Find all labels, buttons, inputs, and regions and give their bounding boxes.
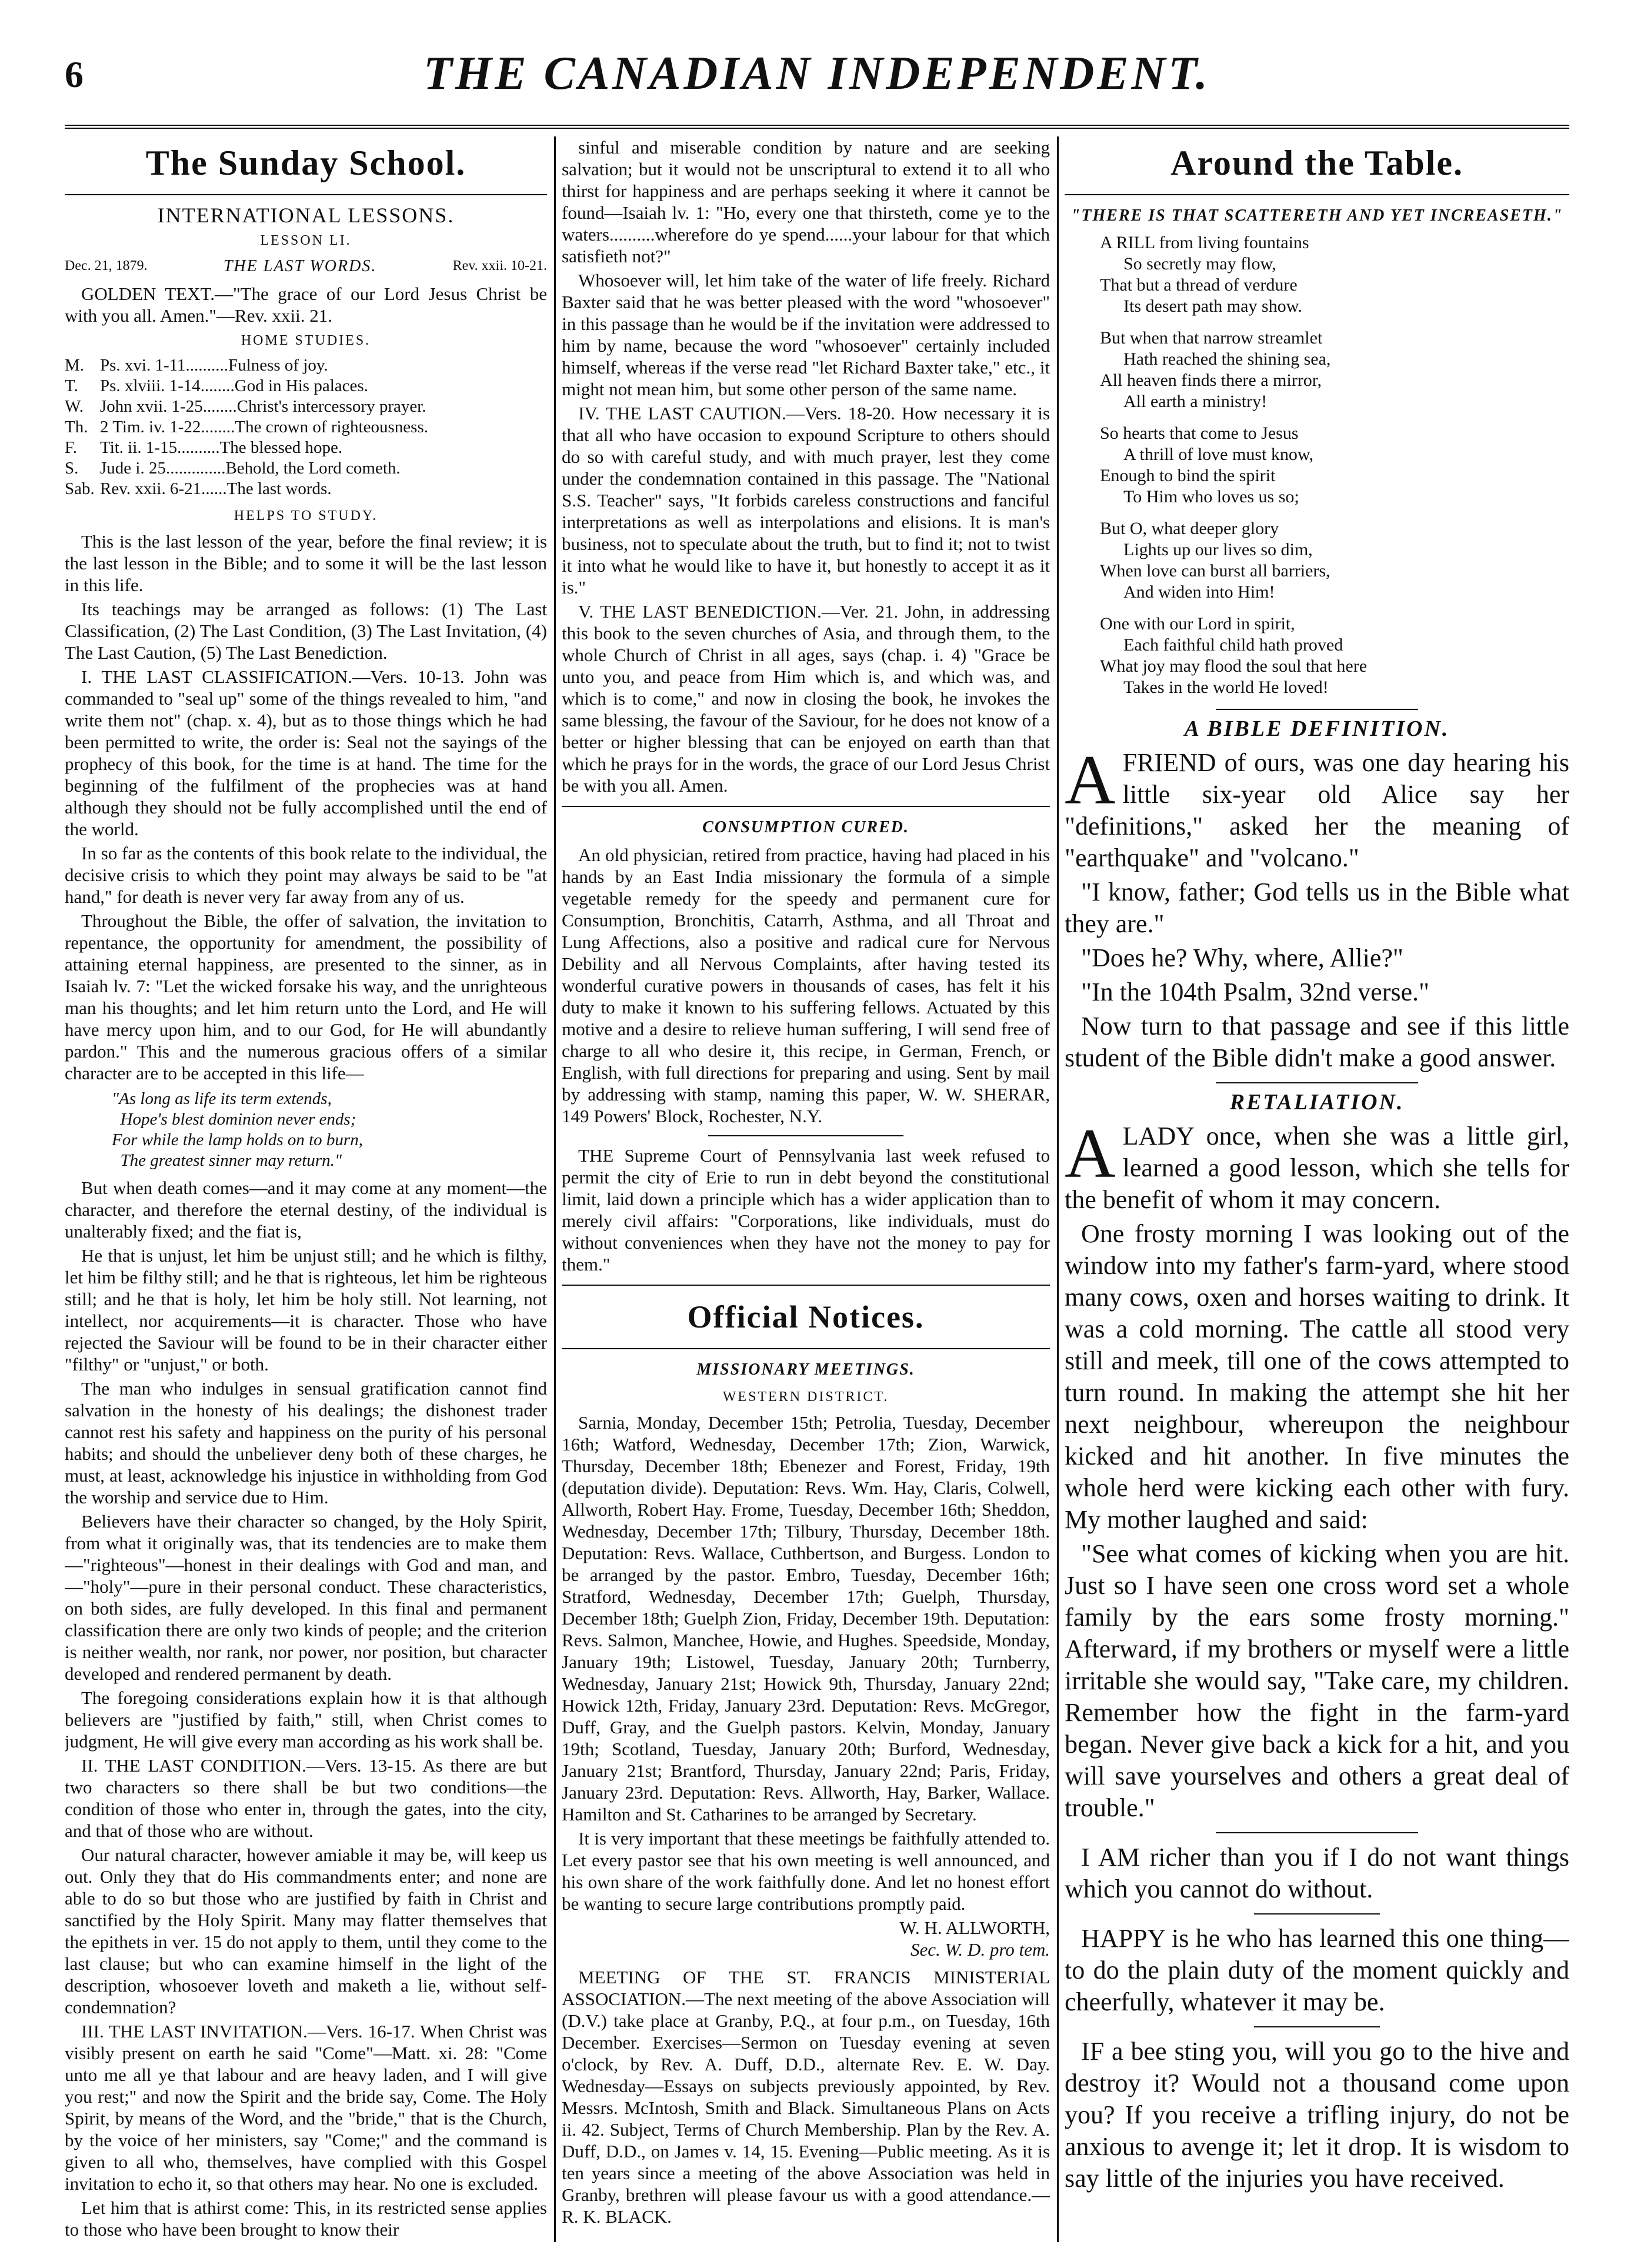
rule [1216,1082,1418,1083]
verse-line: Each faithful child hath proved [1123,635,1343,655]
header-rule [65,125,1569,129]
reading-day: W. [65,397,84,416]
verse-line: So hearts that come to Jesus [1100,423,1299,443]
paragraph: "I know, father; God tells us in the Bible what they are." [1065,878,1569,938]
stanza [1100,423,1569,508]
verse-line: But O, what deeper glory [1100,519,1279,538]
verse-line: All earth a ministry! [1123,392,1268,411]
reading-row [65,355,547,376]
rule [562,1285,1050,1286]
official-notices-banner: Official Notices. [687,1299,925,1335]
closing-paragraphs [1065,1842,1569,2194]
lesson-text [65,531,547,1084]
rule [1065,194,1569,195]
section-banner: Around the Table. [1170,144,1464,182]
paragraph: The man who indulges in sensual gratification cannot find salvation in the honesty of his dealings; the dishonest trader cannot rest his safety and happiness on the purity of his personal habits; and should the unbeliever deny both of these charges, he must, at least, acknowledge his injustice in withholding from God the worship and service due to Him. [65,1378,547,1507]
paragraph: Throughout the Bible, the offer of salvation, the invitation to repentance, the opportunity for amendment, the possibility of attaining eternal happiness, are presented to the sinner, as in Isaiah lv. 7: "Let the wicked forsake his way, and the unrighteous man his thoughts; and let him return unto the Lord, and He will have mercy upon him, and to our God, for He will abundantly pardon." This and the numerous gracious offers of a similar character are to be accepted in this life— [65,910,547,1083]
retaliation-title: RETALIATION. [1229,1090,1405,1115]
verse-line: To Him who loves us so; [1123,487,1299,506]
consumption-advert: An old physician, retired from practice, having had placed in his hands by an East India missionary the formula of a simple vegetable remedy for the speedy and permanent cure for Consumption, Bronchitis, Catarrh, Asthma, and all Throat and Lung Affections, also a positive and radical cure for Nervous Debility and all Nervous Complaints, after having tested its wonderful curative powers in thousands of cases, has felt it his duty to make it known to his suffering fellows. Actuated by this motive and a desire to relieve human suffering, I will send free of charge to all who desire it, this recipe, in German, French, or English, with full directions for preparing and using. Sent by mail by addressing with stamp, naming this paper, W. W. SHERAR, 149 Powers' Block, Rochester, N.Y. [562,845,1050,1126]
lesson-text-continued [562,136,1050,796]
paragraph: "See what comes of kicking when you are hit. Just so I have seen one cross word set a whole family by the ears some frosty morning." Afterward, if my brothers or myself were a little irritable she would say, "Take care, my children. Remember how the fight in the farm-yard began. Never give back a kick for a hit, and you will save yourselves and others a great deal of trouble." [1065,1539,1569,1822]
stanza [1100,328,1569,412]
paragraph: III. THE LAST INVITATION.—Vers. 16-17. When Christ was visibly present on earth he said "Come"—Matt. xi. 28: "Come unto me all ye that labour and are heavy laden, and I will give you rest;" and now the Spirit and the bride say, Come. The Holy Spirit, by means of the Word, and the "bride," that is the Church, by the voice of her ministers, say "Come;" and the command is given to all who, themselves, have complied with this Gospel invitation to echo it, so that others may hear. No one is excluded. [65,2021,547,2194]
reading-day: M. [65,356,85,375]
paragraph: sinful and miserable condition by nature and are seeking salvation; but it would not be unscriptural to extend it to all who thirst for happiness and are perhaps seeking it where it cannot be found—Isaiah lv. 1: "Ho, every one that thirsteth, come ye to the waters..........wherefore do ye spend......your labour for that which satisfieth not?" [562,137,1050,266]
reading-text: Jude i. 25..............Behold, the Lord cometh. [100,459,401,478]
st-francis-notice: MEETING OF THE ST. FRANCIS MINISTERIAL ASSOCIATION.—The next meeting of the above Association will (D.V.) take place at Granby, P.Q., at four p.m., on Tuesday, 16th December. Exercises—Sermon on Tuesday evening at seven o'clock, by Rev. A. Duff, D.D., alternate Rev. E. W. Day. Wednesday—Essays on subjects previously appointed, by Rev. Messrs. McIntosh, Smith and Black. Simultaneous Plans on Acts ii. 42. Subject, Terms of Church Membership. Plan by the Rev. A. Duff, D.D., on James v. 14, 15. Evening—Public meeting. As it is ten years since a meeting of the above Association was held in Granby, brethren will please favour us with a good attendance.—R. K. BLACK. [562,1967,1050,2227]
paragraph: Our natural character, however amiable it may be, will keep us out. Only they that do His commandments enter; and none are able to do so but those who are justified by faith in Christ and sanctified by the Holy Spirit. Many may flatter themselves that the epithets in ver. 15 do not apply to them, until they come to the last clause; but who can examine himself in the light of the description, whosoever loveth and maketh a lie, without self-condemnation? [65,1845,547,2017]
reading-row [65,417,547,438]
reading-day: Sab. [65,479,95,498]
signature-title: Sec. W. D. pro tem. [910,1939,1050,1960]
verse-line: A thrill of love must know, [1123,445,1314,464]
reading-row [65,396,547,417]
reading-text: Rev. xxii. 6-21......The last words. [100,479,332,498]
paragraph: One frosty morning I was looking out of the window into my father's farm-yard, where stood many cows, oxen and horses waiting to drink. It was a cold morning. The cattle all stood very still and meek, till one of the cows attempted to turn round. In making the attempt she hit her next neighbour, whereupon the neighbour kicked and hit another. In five minutes the whole herd were kicking each other with fury. My mother laughed and said: [1065,1219,1569,1534]
reading-text: John xvii. 1-25........Christ's intercessory prayer. [100,397,426,416]
stanza [1100,518,1569,603]
lesson-title: THE LAST WORDS. [223,257,377,275]
signature: W. H. ALLWORTH, [899,1917,1050,1938]
reading-row [65,438,547,458]
reading-row [65,376,547,396]
rule [708,1135,903,1136]
paragraph: But when death comes—and it may come at any moment—the character, and therefore the eternal destiny, of the individual is unalterably fixed; and the fiat is, [65,1178,547,1242]
paragraph: Let him that is athirst come: This, in its restricted sense applies to those who have been brought to know their [65,2197,547,2240]
reading-text: Ps. xvi. 1-11..........Fulness of joy. [100,356,328,375]
rule [562,806,1050,807]
reading-text: Tit. ii. 1-15..........The blessed hope. [100,438,343,457]
rule [65,194,547,195]
paragraph: "In the 104th Psalm, 32nd verse." [1081,978,1429,1006]
stanza [1100,613,1569,698]
verse-line: When love can burst all barriers, [1100,561,1330,581]
stanza [1100,232,1569,317]
poem [1065,232,1569,698]
poem-title: "THERE IS THAT SCATTERETH AND YET INCREASETH." [1071,206,1563,225]
bible-definition-text [1065,741,1569,1074]
paragraph: The foregoing considerations explain how it is that although believers are "justified by faith," still, when Christ comes to judgment, He will give every man according as his work shall be. [65,1687,547,1752]
rule [562,1348,1050,1349]
reading-row [65,479,547,499]
rule [1216,709,1418,710]
lesson-header [65,255,547,277]
reading-day: T. [65,376,78,395]
verse-line: Enough to bind the spirit [1100,466,1276,485]
verse-line: Takes in the world He loved! [1123,678,1329,697]
paragraph: I AM richer than you if I do not want things which you cannot do without. [1065,1843,1569,1903]
bible-definition-title: A BIBLE DEFINITION. [1184,716,1450,741]
page-number: 6 [65,54,84,95]
paragraph: Believers have their character so changed, by the Holy Spirit, from what it originally was, that its tendencies are to make them—"righteous"—honest in their dealings with God and man, and—"holy"—pure in their personal conduct. These characteristics, on both sides, are fully developed. In this final and permanent classification there are only two kinds of people; and the criterion is neither wealth, nor rank, nor power, nor position, but character developed and rendered permanent by death. [65,1511,547,1684]
lesson-number: LESSON LI. [260,233,352,248]
verse-line: But when that narrow streamlet [1100,328,1323,348]
paragraph: AFRIEND of ours, was one day hearing his little six-year old Alice say her "definitions," asked her the meaning of "earthquake" and "volcano." [1065,741,1569,872]
masthead: THE CANADIAN INDEPENDENT. [423,48,1211,99]
paragraph: I. THE LAST CLASSIFICATION.—Vers. 10-13. John was commanded to "seal up" some of the things revealed to him, "and write them not" (chap. x. 4), but as to those things which he had been permitted to write, the order is: Seal not the sayings of the prophecy of this book, for the time is at hand. The time for the beginning of the fulfilment of the prophecies was at hand although they should not be fully accomplished until the end of the world. [65,666,547,839]
western-district: WESTERN DISTRICT. [722,1389,889,1405]
reading-day: Th. [65,418,88,436]
poem-line: The greatest sinner may return." [112,1151,342,1170]
reading-text: 2 Tim. iv. 1-22........The crown of righteousness. [100,418,428,436]
poem-line: "As long as life its term extends, [112,1089,332,1108]
verse-line: What joy may flood the soul that here [1100,656,1368,676]
column-middle [562,136,1050,2242]
column-divider [1057,136,1059,2242]
helps-heading: HELPS TO STUDY. [234,508,378,523]
rule [1216,1832,1418,1833]
missionary-schedule: Sarnia, Monday, December 15th; Petrolia, Tuesday, December 16th; Watford, Wednesday, December 17th; Zion, Warwick, Thursday, December 18th; Ebenezer and Forest, Friday, 19th (deputation divide). Deputation: Revs. Wm. Hay, Claris, Colwell, Allworth, Robert Hay. Frome, Tuesday, December 16th; Sheddon, Wednesday, December 17th; Tilbury, Thursday, December 18th. Deputation: Revs. Wallace, Cuthbertson, and Burgess. London to be arranged by the pastor. Embro, Tuesday, December 16th; Stratford, Wednesday, December 17th; Guelph, Thursday, December 18th; Guelph Zion, Friday, December 19th. Deputation: Revs. Salmon, Manchee, Howie, and Hughes. Speedside, Monday, January 19th; Listowel, Tuesday, January 20th; Turnberry, Wednesday, January 21st; Howick 9th, Thursday, January 22nd; Howick 12th, Friday, January 23rd. Deputation: Revs. McGregor, Duff, Gray, and the Guelph pastors. Kelvin, Monday, January 19th; Scotland, Tuesday, January 20th; Burford, Wednesday, January 21st; Brantford, Thursday, January 22nd; Paris, Friday, January 23rd. Deputation: Revs. Allworth, Hay, Barker, Wallace. Hamilton and St. Catharines to be arranged by Secretary. [562,1412,1050,1825]
lesson-date: Dec. 21, 1879. [65,258,148,274]
paragraph: IV. THE LAST CAUTION.—Vers. 18-20. How necessary it is that all who have occasion to expound Scripture to others should do so with careful study, and with much prayer, lest they come under the condemnation contained in this passage. The "National S.S. Teacher" says, "It forbids careless constructions and fanciful interpretations as well as interpolations and elisions. It is man's business, not to speculate about the truth, but to find it; not to twist it into what he would like to have it, but honestly to accept it as it is." [562,403,1050,598]
rule [1254,1913,1380,1915]
reading-day: F. [65,438,78,457]
verse-line: Hath reached the shining sea, [1123,349,1331,369]
paragraph: In so far as the contents of this book relate to the individual, the decisive crisis to which they point may always be said to be "at hand," for death is never very far away from any of us. [65,843,547,907]
paragraph: V. THE LAST BENEDICTION.—Ver. 21. John, in addressing this book to the seven churches of Asia, and through them, to the whole Church of Christ in all ages, says (chap. i. 4) "Grace be unto you, and peace from Him which is, and which was, and which is to come," and now in closing the book, he invokes the same blessing, the favour of the Saviour, for he does not know of a better or higher blessing that can be enjoyed on earth than that which he prays for in the words, the grace of our Lord Jesus Christ be with you all. Amen. [562,601,1050,796]
reading-text: Ps. xlviii. 1-14........God in His palaces. [100,376,368,395]
verse-line: That but a thread of verdure [1100,275,1298,295]
column-divider [554,136,556,2242]
drop-cap: A [1065,741,1116,819]
paragraph: IF a bee sting you, will you go to the hive and destroy it? Would not a thousand come upon you? If you receive a trifling injury, do not be anxious to avenge it; let it drop. It is wisdom to say little of the injuries you have received. [1065,2037,1569,2193]
paragraph: "Does he? Why, where, Allie?" [1081,943,1403,972]
poem-line: For while the lamp holds on to burn, [112,1130,363,1149]
verse-line: One with our Lord in spirit, [1100,614,1295,633]
section-banner: The Sunday School. [145,144,466,182]
verse-line: And widen into Him! [1123,582,1275,602]
court-notice: THE Supreme Court of Pennsylvania last week refused to permit the city of Erie to run in debt beyond the constitutional limit, laid down a principle which has a wider application than to merely civil affairs: "Corporations, like individuals, must do without conveniences when they have not the money to pay for them." [562,1145,1050,1275]
missionary-title: MISSIONARY MEETINGS. [696,1360,915,1379]
verse-line: A RILL from living fountains [1100,233,1309,252]
reading-day: S. [65,459,79,478]
home-studies-list [65,355,547,499]
verse-line: Lights up our lives so dim, [1123,540,1313,559]
paragraph: HAPPY is he who has learned this one thing—to do the plain duty of the moment quickly and cheerfully, whatever it may be. [1065,1924,1569,2016]
retaliation-text [1065,1114,1569,1824]
home-studies-heading: HOME STUDIES. [241,333,371,348]
verse-line: All heaven finds there a mirror, [1100,371,1322,390]
missionary-note: It is very important that these meetings be faithfully attended to. Let every pastor see that his own meeting is well announced, and his own share of the work faithfully done. And let no honest effort be wanting to secure large contributions promptly paid. [562,1828,1050,1914]
page-header [65,41,1569,118]
paragraph: ALADY once, when she was a little girl, learned a good lesson, which she tells for the benefit of whom it may concern. [1065,1114,1569,1214]
lesson-reference: Rev. xxii. 10-21. [452,258,547,274]
paragraph: He that is unjust, let him be unjust still; and he which is filthy, let him be filthy still; and he that is righteous, let him be righteous still; and he that is holy, let him be holy still. Not learning, not intellect, nor acquirements—it is character. Those who have rejected the Saviour will be found to be in their character either "filthy" or "unjust," or both. [65,1245,547,1375]
paragraph: Whosoever will, let him take of the water of life freely. Richard Baxter said that he was better pleased with the word "whosoever" in this passage than he would be if the invitation were addressed to him by name, because the word "whosoever" certainly included himself, whereas if the verse read "let Richard Baxter take," etc., it might not mean him, but some other person of the same name. [562,270,1050,399]
drop-cap: A [1065,1114,1116,1192]
lesson-text-continued [65,1177,547,2240]
verse-line: So secretly may flow, [1123,254,1276,274]
golden-text: GOLDEN TEXT.—"The grace of our Lord Jesus Christ be with you all. Amen."—Rev. xxii. 21. [65,284,547,326]
poem-line: Hope's blest dominion never ends; [112,1110,356,1129]
column-around-the-table [1065,136,1569,2242]
quoted-verse [112,1089,547,1171]
paragraph: Now turn to that passage and see if this little student of the Bible didn't make a good answer. [1065,1012,1569,1072]
consumption-title: CONSUMPTION CURED. [702,818,909,836]
paragraph: Its teachings may be arranged as follows: (1) The Last Classification, (2) The Last Condition, (3) The Last Invitation, (4) The Last Caution, (5) The Last Benediction. [65,599,547,663]
lessons-heading: INTERNATIONAL LESSONS. [157,204,455,227]
paragraph: This is the last lesson of the year, before the final review; it is the last lesson in the Bible; and to some it will be the last lesson in this life. [65,531,547,595]
reading-row [65,458,547,479]
paragraph: II. THE LAST CONDITION.—Vers. 13-15. As there are but two characters so there shall be but two conditions—the condition of those who enter in, through the gates, into the city, and that of those who are without. [65,1755,547,1841]
verse-line: Its desert path may show. [1123,296,1302,316]
rule [1254,2026,1380,2027]
column-sunday-school [65,136,547,2242]
